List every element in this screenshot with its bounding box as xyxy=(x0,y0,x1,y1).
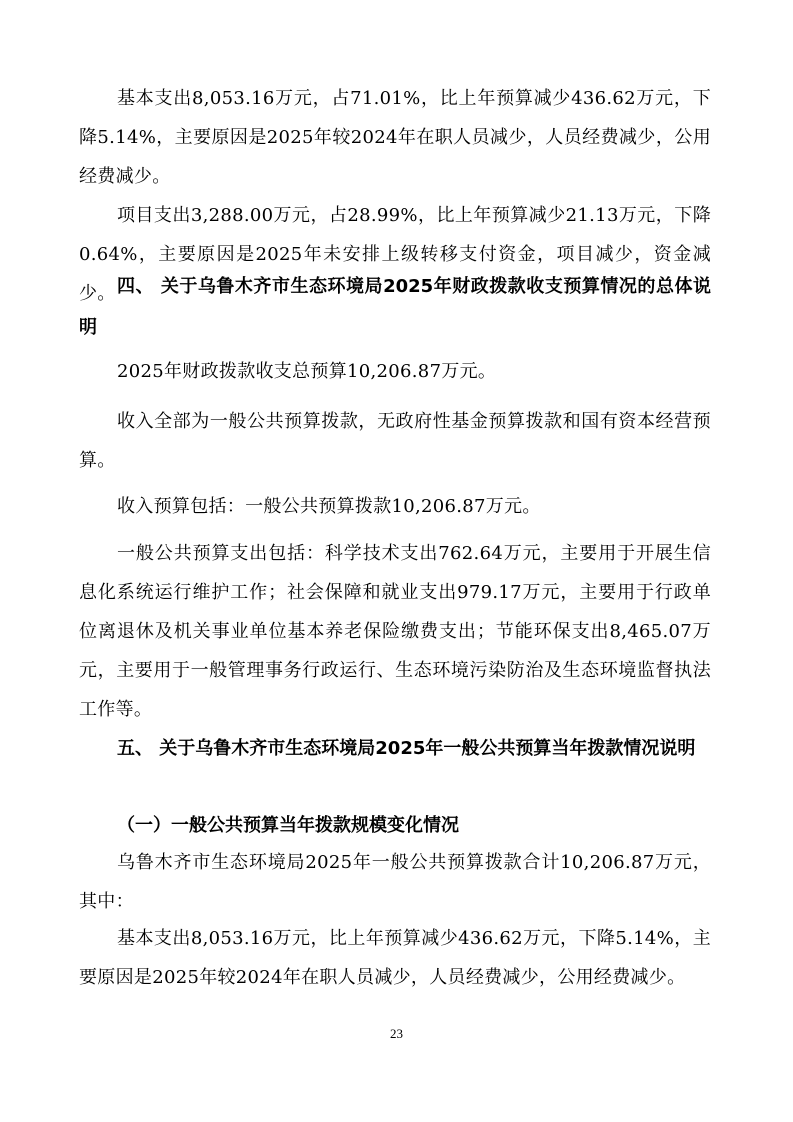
section-heading-5: 五、 关于乌鲁木齐市生态环境局2025年一般公共预算当年拨款情况说明 xyxy=(117,738,696,759)
subsection-heading-1: （一）一般公共预算当年拨款规模变化情况 xyxy=(117,815,459,836)
paragraph-basic-expenditure-change: 基本支出8,053.16万元，比上年预算减少436.62万元，下降5.14%，主要原因是2025年较2024年在职人员减少，人员经费减少，公用经费减少。 xyxy=(79,928,711,988)
section-heading-4: 四、 关于乌鲁木齐市生态环境局2025年财政拨款收支预算情况的总体说明 xyxy=(79,276,711,338)
paragraph-appropriation-total: 乌鲁木齐市生态环境局2025年一般公共预算拨款合计10,206.87万元，其中： xyxy=(79,852,711,912)
paragraph-total-budget: 2025年财政拨款收支总预算10,206.87万元。 xyxy=(117,361,497,382)
page-number: 23 xyxy=(390,1026,403,1041)
paragraph-expenditure-detail: 一般公共预算支出包括：科学技术支出762.64万元，主要用于开展生信息化系统运行维护工作；社会保障和就业支出979.17万元，主要用于行政单位离退休及机关事业单位基本养老保险缴费支出；节能环保支出8,465.07万元，主要用于一般管理事务行政运行、生态环境污染防治及生态环境监督执法工作等。 xyxy=(79,543,711,720)
paragraph-project-expenditure: 项目支出3,288.00万元，占28.99%，比上年预算减少21.13万元，下降0.64%，主要原因是2025年未安排上级转移支付资金，项目减少，资金减少。 xyxy=(79,205,711,304)
paragraph-income-budget: 收入预算包括：一般公共预算拨款10,206.87万元。 xyxy=(117,496,541,517)
paragraph-basic-expenditure: 基本支出8,053.16万元，占71.01%，比上年预算减少436.62万元，下降5.14%，主要原因是2025年较2024年在职人员减少，人员经费减少，公用经费减少。 xyxy=(79,88,711,187)
paragraph-income-source: 收入全部为一般公共预算拨款，无政府性基金预算拨款和国有资本经营预算。 xyxy=(79,411,711,471)
